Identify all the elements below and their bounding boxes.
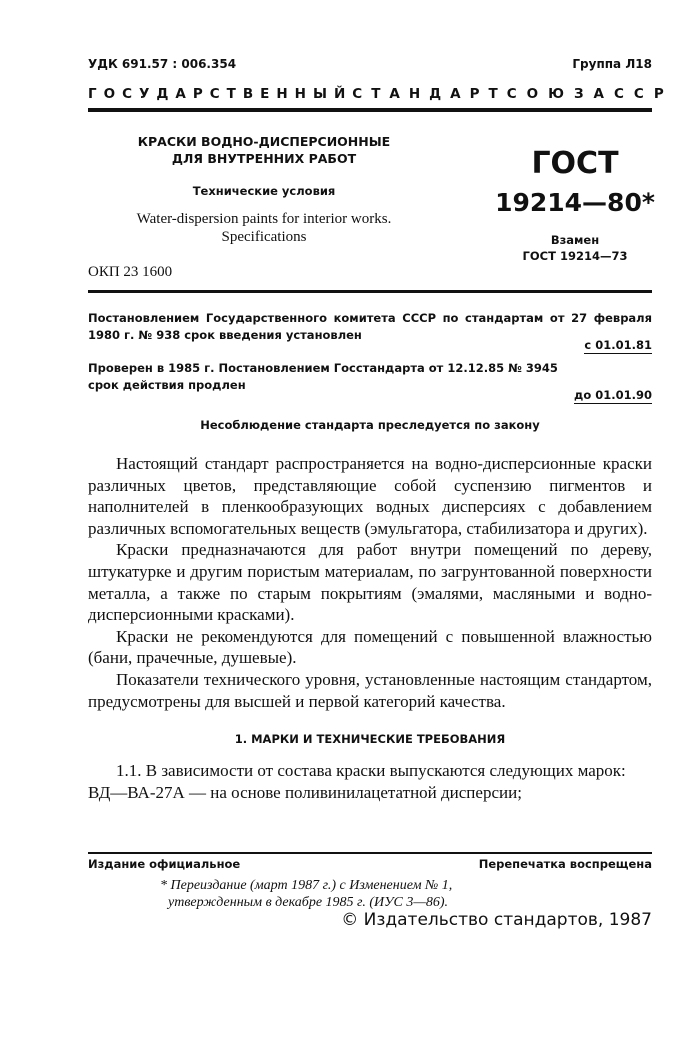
body-paragraph: Настоящий стандарт распространяется на водно-дисперсионные краски различных цветов, представляющие собой суспензию пигментов и наполнителей в пленкообразующих водных дисперсиях с добавлением различных вспомогательных веществ (эмульгатора, стабилизатора и других). bbox=[88, 454, 652, 538]
state-standard-banner bbox=[88, 86, 674, 102]
section-heading: 1. МАРКИ И ТЕХНИЧЕСКИЕ ТРЕБОВАНИЯ bbox=[234, 732, 506, 746]
footer-rule bbox=[88, 852, 652, 854]
body-text bbox=[88, 453, 652, 712]
banner-word: СТАНДАРТ bbox=[352, 86, 507, 102]
extension-decree: Проверен в 1985 г. Постановлением Госстандарта от 12.12.85 № 3945 срок действия продлен bbox=[88, 361, 558, 392]
document-subtitle: Технические условия bbox=[192, 184, 336, 198]
replaces-block bbox=[500, 232, 650, 264]
title-en-line: Specifications bbox=[221, 229, 307, 245]
title-en-line: Water-dispersion paints for interior works. bbox=[136, 211, 392, 227]
group-code: Группа Л18 bbox=[572, 57, 652, 71]
document-title-ru bbox=[110, 134, 418, 168]
title-line: ДЛЯ ВНУТРЕННИХ РАБОТ bbox=[171, 150, 357, 166]
clause-text bbox=[88, 760, 652, 803]
title-line: КРАСКИ ВОДНО-ДИСПЕРСИОННЫЕ bbox=[137, 134, 391, 149]
title-rule bbox=[88, 290, 652, 293]
reissue-line: утвержденным в декабре 1985 г. (ИУС 3—86). bbox=[168, 895, 448, 910]
document-title-en bbox=[110, 210, 418, 246]
gost-number: 19214—80* bbox=[495, 188, 655, 217]
okp-code: ОКП 23 1600 bbox=[88, 264, 173, 280]
enforcement-note: Несоблюдение стандарта преследуется по закону bbox=[200, 418, 540, 432]
banner-word: ССР bbox=[614, 86, 674, 102]
approval-decree: Постановлением Государственного комитета СССР по стандартам от 27 февраля 1980 г. № 938 срок введения установлен bbox=[88, 311, 652, 342]
banner-word: ГОСУДАРСТВЕННЫЙ bbox=[88, 86, 353, 102]
clause-1-1: 1.1. В зависимости от состава краски выпускаются следующих марок: bbox=[116, 761, 626, 780]
reissue-line: * Переиздание (март 1987 г.) с Изменением № 1, bbox=[160, 878, 453, 893]
body-paragraph: Показатели технического уровня, установленные настоящим стандартом, предусмотрены для высшей и первой категорий качества. bbox=[88, 669, 652, 711]
approval-date: с 01.01.81 bbox=[584, 338, 652, 352]
body-paragraph: Краски предназначаются для работ внутри помещений по дереву, штукатурке и другим пористым материалам, по загрунтованной поверхности металла, а также по старым покрытиям (эмалями, масляными и водно-дисперсионными красками). bbox=[88, 540, 652, 625]
gost-label: ГОСТ bbox=[531, 146, 619, 181]
header-rule bbox=[88, 108, 652, 112]
replaces-label: Взамен bbox=[550, 233, 600, 247]
body-paragraph: Краски не рекомендуются для помещений с повышенной влажностью (бани, прачечные, душевые). bbox=[88, 626, 652, 668]
banner-word: СОЮЗА bbox=[506, 86, 614, 102]
udk-code: УДК 691.57 : 006.354 bbox=[88, 57, 237, 71]
replaces-value: ГОСТ 19214—73 bbox=[522, 249, 628, 264]
official-edition: Издание официальное bbox=[88, 857, 241, 871]
reissue-note bbox=[160, 877, 630, 911]
publisher-copyright: © Издательство стандартов, 1987 bbox=[341, 910, 652, 930]
extension-date: до 01.01.90 bbox=[574, 388, 652, 402]
reprint-notice: Перепечатка воспрещена bbox=[478, 857, 652, 871]
grade-item: ВД—ВА-27А — на основе поливинилацетатной дисперсии; bbox=[88, 782, 522, 802]
